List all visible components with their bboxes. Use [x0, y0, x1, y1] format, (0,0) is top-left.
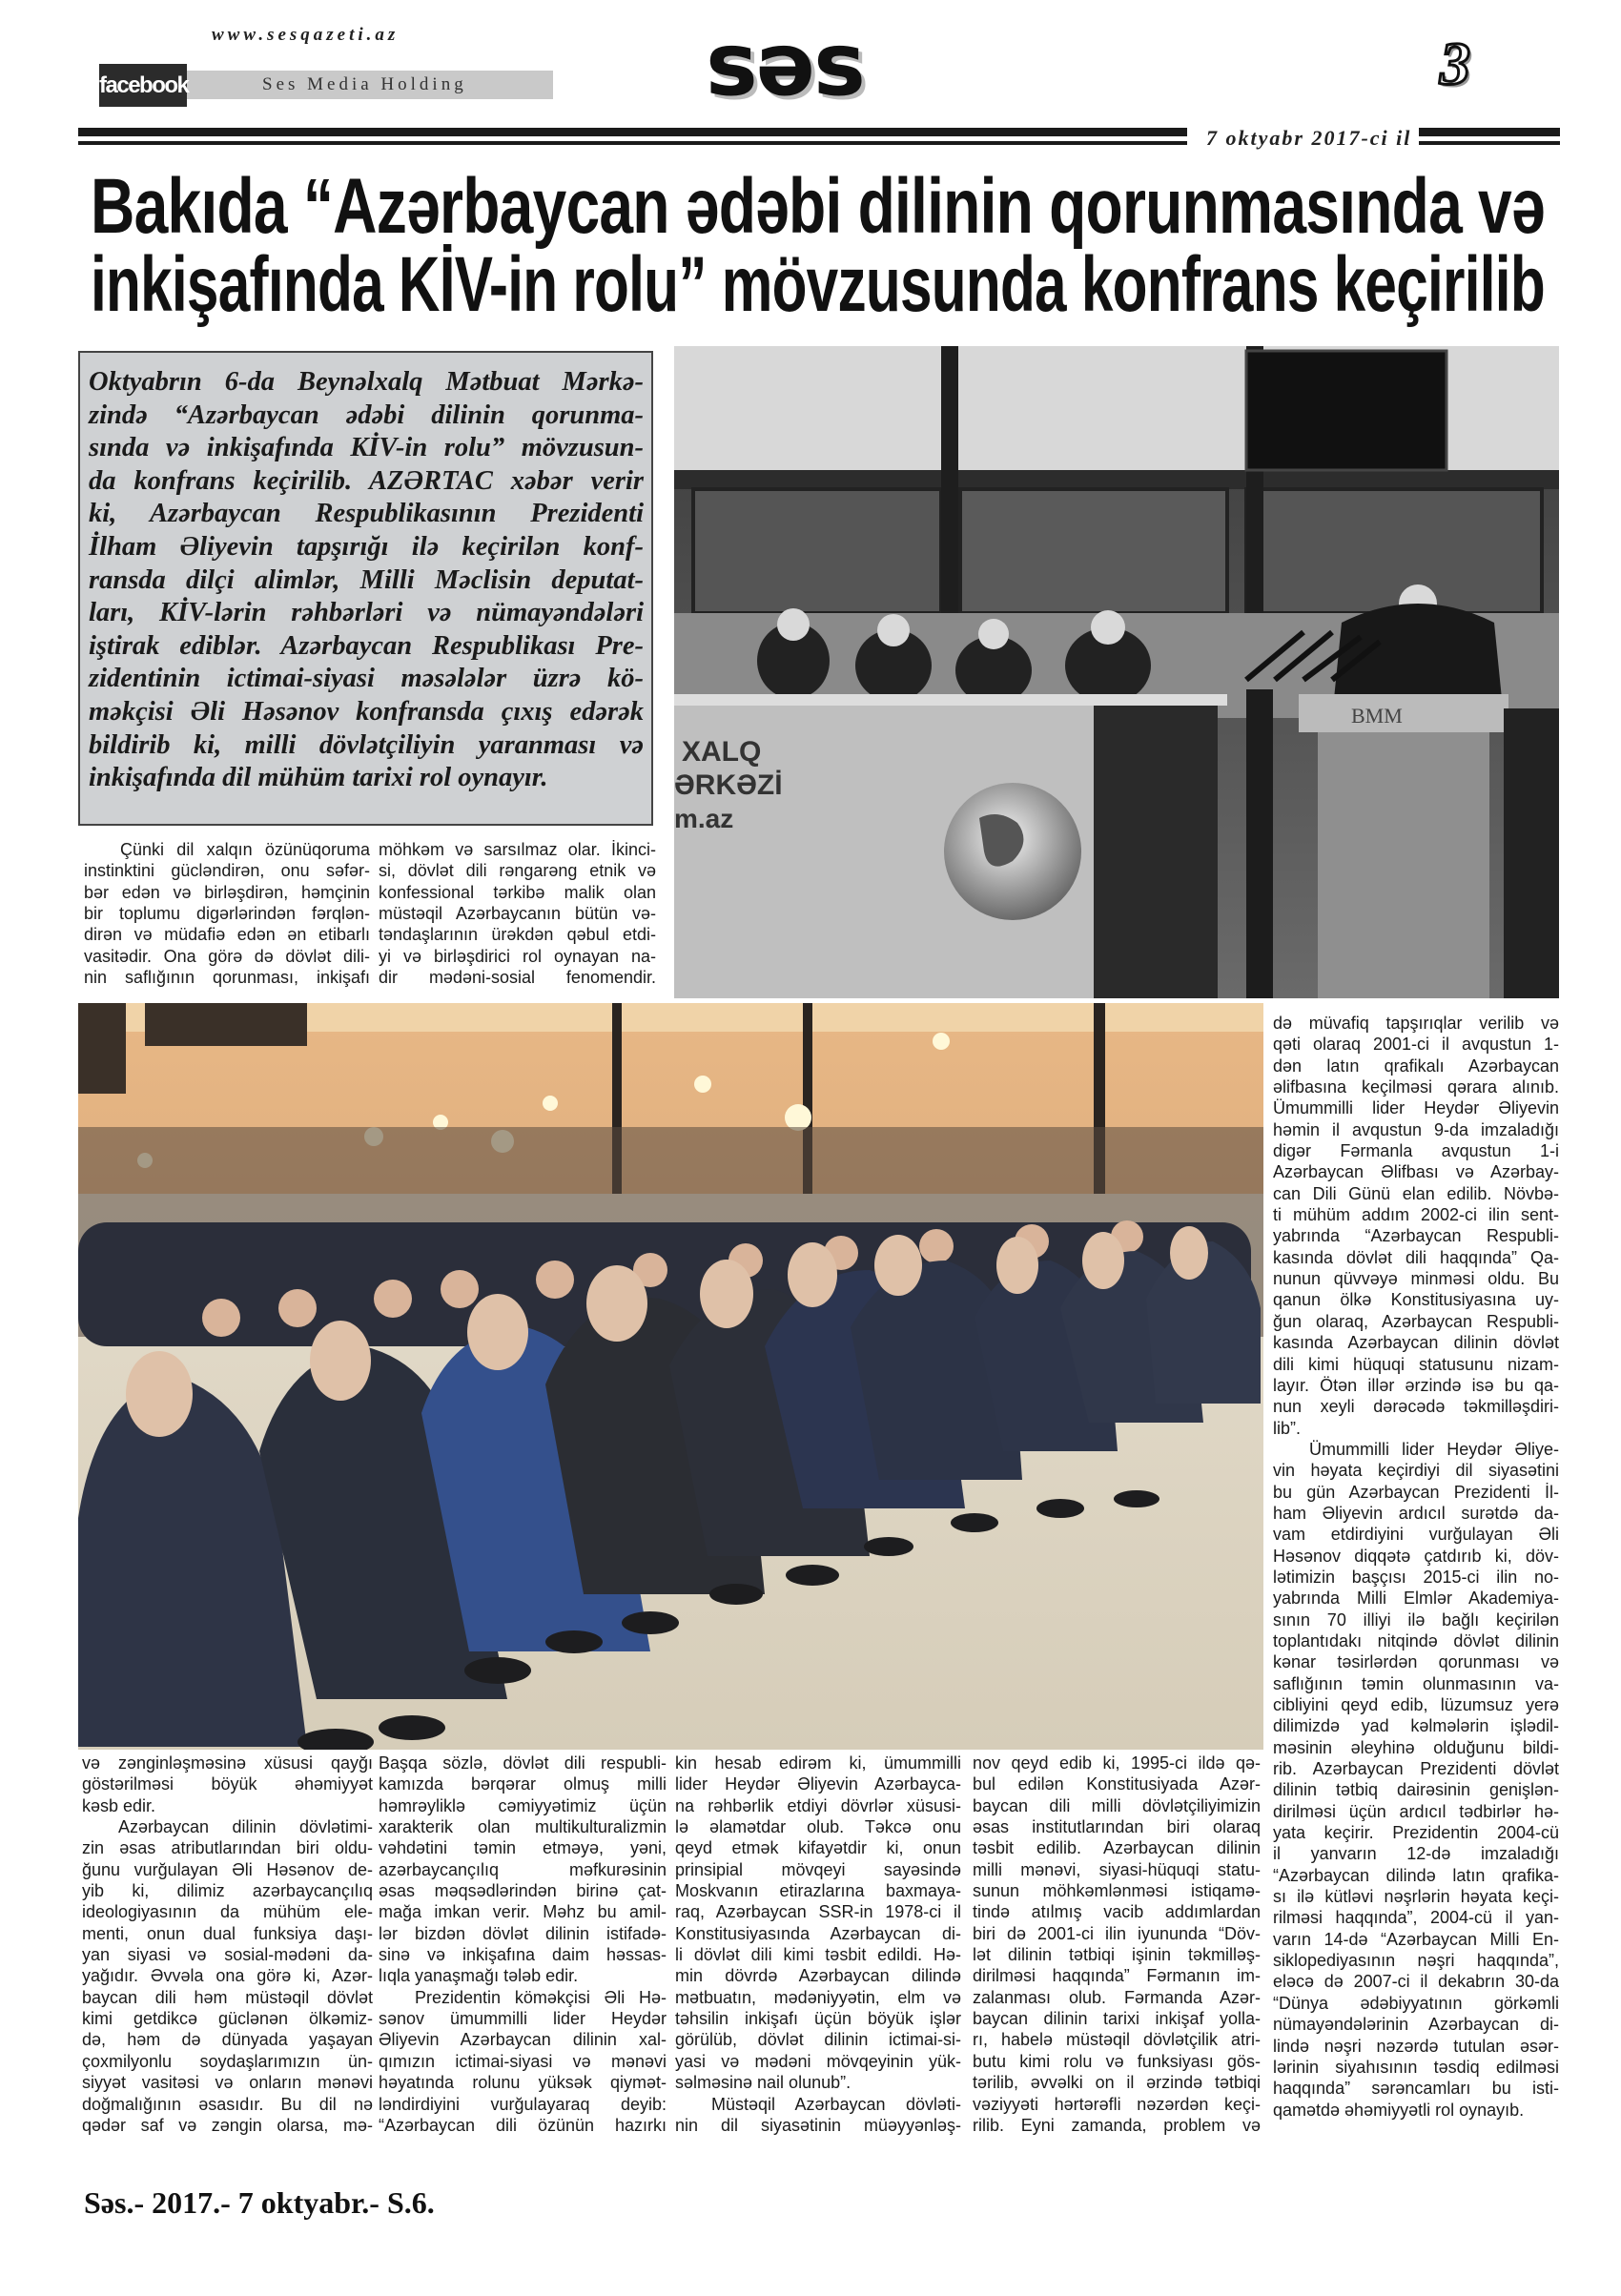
paragraph: [973, 1753, 1261, 2136]
text-line: ğunu vurğulayan Əli Həsənov de-: [82, 1859, 373, 1879]
text-line: li dövlət dili kimi təsbit edildi. Hə-: [675, 1945, 961, 1965]
text-line: prinsipial mövqeyi sayəsində: [675, 1859, 961, 1879]
text-line: nin dil siyasətinin müəyyənləş-: [675, 2115, 961, 2135]
text-line: təhsilin inkişafı üçün böyük işlər: [675, 2009, 961, 2029]
text-line: Ümummilli lider Heydər Əliyevin: [1273, 1098, 1559, 1118]
text-line: rib. Azərbaycan Prezidenti dövlət: [1273, 1759, 1559, 1779]
paragraph: [82, 1753, 373, 1816]
text-line: səlməsinə nail olunub”.: [675, 2073, 852, 2093]
text-line: rilməsi haqqında”, 2004-cü il yan-: [1273, 1908, 1559, 1928]
lede-line: məkçisi Əli Həsənov konfransda çıxış edərək: [89, 696, 644, 727]
paragraph: [379, 839, 656, 988]
website-url[interactable]: www.sesqazeti.az: [212, 25, 400, 45]
facebook-button[interactable]: facebook: [99, 64, 187, 107]
lede-line: İlham Əliyevin tapşırığı ilə keçirilən konf-: [89, 531, 644, 562]
text-line: tində atılmış vacib addımlardan: [973, 1902, 1261, 1922]
text-line: qədər saf və zəngin olarsa, mə-: [82, 2115, 373, 2135]
text-line: zin əsas atributlarından biri oldu-: [82, 1838, 373, 1858]
text-line: məsinin əleyhinə olduğunu bildi-: [1273, 1737, 1559, 1757]
divider-rule: [1419, 141, 1560, 145]
text-line: Prezidentin köməkçisi Əli Hə-: [415, 1987, 667, 2007]
text-line: dilimizdə yad kəlmələrin işlədil-: [1273, 1716, 1559, 1736]
text-line: sinə və inkişafına daim həssas-: [379, 1945, 667, 1965]
text-line: kimi getdikcə güclənən ölkəmiz-: [82, 2009, 373, 2029]
text-line: əsas institutlarından biri olaraq: [973, 1817, 1261, 1837]
holding-name: Ses Media Holding: [262, 74, 467, 94]
text-line: dili kimi hüquqi statusunu nizam-: [1273, 1354, 1559, 1374]
text-line: dən latın qrafikalı Azərbaycan: [1273, 1056, 1559, 1076]
text-line: toplantıdakı nitqində dövlət dilinin: [1273, 1630, 1559, 1650]
text-line: kəsb edir.: [82, 1795, 156, 1815]
text-line: nunun qüvvəyə minməsi oldu. Bu: [1273, 1269, 1559, 1289]
paragraph: [84, 839, 370, 988]
text-line: vəhdətini təmin etməyə, yəni,: [379, 1838, 667, 1858]
text-line: vam etdirdiyini vurğulayan Əli: [1273, 1525, 1559, 1545]
text-line: butu kimi rolu və funksiyası gös-: [973, 2051, 1261, 2071]
text-line: möhkəm və sarsılmaz olar. İkinci-: [379, 840, 656, 859]
paragraph: [379, 1753, 667, 1987]
text-line: baycan dili həm müstəqil dövlət: [82, 1987, 373, 2007]
text-line: və zənginləşməsinə xüsusi qayğı: [82, 1753, 373, 1773]
text-line: mağa imkan verir. Məhz bu amil-: [379, 1902, 667, 1922]
text-line: kasında dövlət dili haqqında” Qa-: [1273, 1247, 1559, 1267]
text-line: lərinin siyahısının təsdiq edilməsi: [1273, 2057, 1559, 2077]
text-line: min dövrdə Azərbaycan dilində: [675, 1966, 961, 1986]
paragraph: [1273, 1439, 1559, 2121]
text-line: Müstəqil Azərbaycan dövləti-: [711, 2094, 961, 2114]
text-line: baycan dili milli dövlətçiliyimizin: [973, 1795, 1261, 1815]
text-line: baycan dilinin tarixi inkişaf yolla-: [973, 2009, 1261, 2029]
newspaper-logo: səs: [706, 13, 864, 115]
text-line: əsas məqsədlərindən birinə çat-: [379, 1881, 667, 1901]
text-line: də, həm də dünyada yaşayan: [82, 2030, 373, 2050]
signage-text: m.az: [674, 804, 734, 833]
text-line: rı, habelə müstəqil dövlətçilik atri-: [973, 2030, 1261, 2050]
text-line: saflığının təmin olunmasının va-: [1273, 1673, 1559, 1693]
text-column-lower-4: [973, 1753, 1261, 2136]
text-line: kənar təsirlərdən qorunması və: [1273, 1652, 1559, 1672]
text-line: müstəqil Azərbaycanın bütün və-: [379, 904, 656, 924]
text-line: lətimizin başçısı 2015-ci ilin no-: [1273, 1567, 1559, 1587]
text-line: nin saflığının qorunması, inkişafı: [84, 968, 370, 988]
text-line: doğmalığının əsasıdır. Bu dil nə: [82, 2094, 373, 2114]
text-line: həmrəyliklə cəmiyyətimiz üçün: [379, 1795, 667, 1815]
lede-line: zidentinin ictimai-siyasi məsələlər üzrə kö-: [89, 664, 644, 694]
text-line: biri də 2001-ci ilin iyununda “Döv-: [973, 1923, 1261, 1943]
text-line: tərilib, əvvəlki on il ərzində tətbiqi: [973, 2073, 1261, 2093]
divider-rule: [78, 141, 1187, 145]
text-line: can Dili Günü elan edilib. Növbə-: [1273, 1183, 1559, 1203]
text-line: lib”.: [1273, 1418, 1302, 1438]
text-column-right: [1273, 1013, 1559, 2121]
text-line: nov qeyd edib ki, 1995-ci ildə qə-: [973, 1753, 1261, 1773]
text-line: eləcə də 2007-ci il dekabrın 30-da: [1273, 1972, 1559, 1992]
text-line: “Dünya ədəbiyyatının görkəmli: [1273, 1993, 1559, 2013]
lede-line: bildirib ki, milli dövlətçiliyin yaranması və: [89, 729, 644, 760]
lede-line: da konfrans keçirilib. AZƏRTAC xəbər verir: [89, 465, 644, 496]
text-line: yib ki, dilimiz azərbaycançılıq: [82, 1881, 373, 1901]
text-line: milli mənəvi, siyasi-hüquqi statu-: [973, 1859, 1261, 1879]
text-line: ləndirdiyini vurğulayaraq deyib:: [379, 2094, 667, 2114]
paragraph: [675, 2094, 961, 2137]
paragraph: [379, 1987, 667, 2136]
text-line: dirilməsi haqqında” Fərmanın im-: [973, 1966, 1261, 1986]
text-line: bu gün Azərbaycan Prezidenti İl-: [1273, 1482, 1559, 1502]
text-line: Moskvanın etirazlarına baxmaya-: [675, 1881, 961, 1901]
text-line: bər edən və birləşdirən, həmçinin: [84, 882, 370, 902]
text-line: kin hesab edirəm ki, ümummilli: [675, 1753, 961, 1773]
text-line: Azərbaycan Əlifbası və Azərbay-: [1273, 1162, 1559, 1182]
lede-box: [78, 351, 653, 826]
lede-line: inkişafında dil mühüm tarixi rol oynayır.: [89, 763, 548, 793]
text-line: həyatında rolunu yüksək qiymət-: [379, 2073, 667, 2093]
text-line: qanun ölkə Konstitusiyasına uy-: [1273, 1290, 1559, 1310]
podium-logo-text: BMM: [1351, 704, 1403, 728]
text-line: təsbit edilib. Azərbaycan dilinin: [973, 1838, 1261, 1858]
text-line: haqqında” sərəncamları bu isti-: [1273, 2079, 1559, 2099]
text-line: ideologiyasının da mühüm ele-: [82, 1902, 373, 1922]
text-line: lə əlamətdar olub. Təkcə onu: [675, 1817, 961, 1837]
text-line: lət dilinin tətbiqi işinin təkmilləş-: [973, 1945, 1261, 1965]
text-line: ti mühüm addım 2002-ci ilin sent-: [1273, 1205, 1559, 1225]
issue-date: 7 oktyabr 2017-ci il: [1206, 126, 1412, 150]
text-line: il yanvarın 12-də imzaladığı: [1273, 1844, 1559, 1864]
text-line: yasi və mədəni mövqeyinin yük-: [675, 2051, 961, 2071]
paragraph: [675, 1753, 961, 2094]
text-line: xarakterik olan multikulturalizmin: [379, 1817, 667, 1837]
text-line: instinktini gücləndirən, onu səfər-: [84, 861, 370, 881]
text-line: na rəhbərlik etdiyi dövrlər xüsusi-: [675, 1795, 961, 1815]
audience-hall-photo: [78, 1003, 1263, 1750]
text-line: yabrında Milli Elmlər Akademiya-: [1273, 1589, 1559, 1609]
text-line: qeyd etmək kifayətdir ki, onun: [675, 1838, 961, 1858]
lede-line: ları, KİV-lərin rəhbərləri və nümayəndələri: [89, 598, 644, 628]
text-line: Konstitusiyasında Azərbaycan di-: [675, 1923, 961, 1943]
text-line: cibliyini qeyd edib, lüzumsuz yerə: [1273, 1695, 1559, 1714]
text-line: sının 70 illiyi ilə bağlı keçirilən: [1273, 1609, 1559, 1630]
text-line: göstərilməsi böyük əhəmiyyət: [82, 1774, 373, 1794]
source-citation: Səs.- 2017.- 7 oktyabr.- S.6.: [84, 2185, 435, 2220]
text-line: ğun olaraq, Azərbaycan Respubli-: [1273, 1311, 1559, 1331]
text-line: raq, Azərbaycan SSR-in 1978-ci il: [675, 1902, 961, 1922]
text-line: kasında Azərbaycan dilinin dövlət: [1273, 1333, 1559, 1353]
text-line: “Azərbaycan dili özünün hazırkı: [379, 2115, 667, 2135]
signage-text: XALQ: [682, 736, 762, 768]
text-line: varın 14-də “Azərbaycan Milli En-: [1273, 1929, 1559, 1949]
text-line: qəti olaraq 2001-ci il avqustun 1-: [1273, 1035, 1559, 1055]
divider-rule: [1419, 128, 1560, 136]
signage-text: ƏRKƏZİ: [674, 769, 783, 801]
text-line: layır. Ötən illər ərzində isə bu qa-: [1273, 1375, 1559, 1395]
text-line: azərbaycançılıq məfkurəsinin: [379, 1859, 667, 1879]
text-column-lower-3: [675, 1753, 961, 2136]
text-line: lider Heydər Əliyevin Azərbayca-: [675, 1774, 961, 1794]
text-line: ham Əliyevin ardıcıl surətdə da-: [1273, 1503, 1559, 1523]
text-line: vəziyyəti hərtərəfli nəzərdən keçi-: [973, 2094, 1261, 2114]
text-line: də müvafiq tapşırıqlar verilib və: [1273, 1014, 1559, 1033]
text-column-lower-1: [82, 1753, 373, 2136]
text-line: sənov ümummilli lider Heydər: [379, 2009, 667, 2029]
conference-panel-photo: [674, 346, 1559, 998]
paragraph: [82, 1816, 373, 2136]
text-line: Əliyevin Azərbaycan dilinin xal-: [379, 2030, 667, 2050]
text-line: görülüb, dövlət dilinin ictimai-si-: [675, 2030, 961, 2050]
lede-line: Oktyabrın 6-da Beynəlxalq Mətbuat Mərkə-: [89, 367, 644, 397]
text-line: bir toplumu digərlərindən fərqlən-: [84, 904, 370, 924]
text-line: nümayəndələrinin Azərbaycan di-: [1273, 2015, 1559, 2035]
text-line: lər bizdən dövlət dilinin istifadə-: [379, 1923, 667, 1943]
text-line: çoxmilyonlu soydaşlarımızın ün-: [82, 2051, 373, 2071]
text-line: digər Fərmanla avqustun 1-i: [1273, 1141, 1559, 1161]
text-line: əlifbasına keçilməsi qərara alınıb.: [1273, 1077, 1559, 1097]
text-line: zalanması olub. Fərmanda Azər-: [973, 1987, 1261, 2007]
divider-rule: [78, 128, 1187, 136]
lede-line: ki, Azərbaycan Respublikasının Prezidenti: [89, 499, 644, 529]
text-line: yabrında “Azərbaycan Respubli-: [1273, 1226, 1559, 1246]
text-line: “Azərbaycan dilində latın qrafika-: [1273, 1865, 1559, 1885]
text-line: si, dövlət dili rəngarəng etnik və: [379, 861, 656, 881]
text-line: Ümummilli lider Heydər Əliye-: [1309, 1439, 1559, 1459]
text-line: menti, onun dual funksiya daşı-: [82, 1923, 373, 1943]
text-line: təndaşlarının ürəkdən qəbul etdi-: [379, 925, 656, 945]
text-line: Başqa sözlə, dövlət dili respubli-: [379, 1753, 667, 1773]
text-line: dir mədəni-sosial fenomendir.: [379, 968, 656, 988]
text-line: vin həyata keçirdiyi dil siyasətini: [1273, 1461, 1559, 1481]
text-column-lower-2: [379, 1753, 667, 2136]
text-line: lıqla yanaşmağı tələb edir.: [379, 1966, 579, 1986]
text-line: siyyət vasitəsi və onların mənəvi: [82, 2073, 373, 2093]
text-line: yan siyasi və sosial-mədəni da-: [82, 1945, 373, 1965]
text-line: kamızda bərqərar olmuş milli: [379, 1774, 667, 1794]
text-line: dirilməsi üçün ardıcıl tədbirlər hə-: [1273, 1801, 1559, 1821]
text-line: qamətdə əhəmiyyətli rol oynayıb.: [1273, 2100, 1525, 2120]
text-line: yi və birləşdirici rol oynayan na-: [379, 946, 656, 966]
text-line: konfessional tərkibə malik olan: [379, 882, 656, 902]
lede-line: sında və inkişafında KİV-in rolu” mövzusun-: [89, 433, 644, 463]
text-line: vasitədir. Ona görə də dövlət dili-: [84, 946, 370, 966]
page-number: 3: [1440, 30, 1470, 97]
text-line: rilib. Eyni zamanda, problem və: [973, 2115, 1261, 2135]
text-line: mətbuatın, mədəniyyətin, elm və: [675, 1987, 961, 2007]
text-line: sı ilə kütləvi nəşrlərin həyata keçi-: [1273, 1887, 1559, 1907]
text-line: Çünki dil xalqın özünüqoruma: [120, 840, 370, 859]
text-line: lində nəşri nəzərdə tutulan əsər-: [1273, 2036, 1559, 2056]
paragraph: [1273, 1013, 1559, 1439]
text-line: bul edilən Konstitusiyada Azər-: [973, 1774, 1261, 1794]
text-line: Həsənov diqqətə çatdırıb ki, döv-: [1273, 1546, 1559, 1566]
lede-line: zində “Azərbaycan ədəbi dilinin qorunma-: [89, 400, 644, 430]
text-line: Azərbaycan dilinin dövlətimi-: [118, 1817, 373, 1837]
headline-line-2: inkişafında KİV-in rolu” mövzusunda konfrans keçirilib: [91, 241, 1545, 328]
text-line: yata keçirir. Prezidentin 2004-cü: [1273, 1823, 1559, 1843]
headline-line-1: Bakıda “Azərbaycan ədəbi dilinin qorunmasında və: [91, 163, 1545, 250]
text-column-upper-2: [379, 839, 656, 988]
lede-line: ransda dilçi alimlər, Milli Məclisin deputat-: [89, 564, 644, 595]
text-line: dilinin tətbiq dairəsinin genişlən-: [1273, 1780, 1559, 1800]
text-line: qımızın ictimai-siyasi və mənəvi: [379, 2051, 667, 2071]
text-column-upper-1: [84, 839, 370, 988]
text-line: siklopediyasının nəşri haqqında”,: [1273, 1951, 1559, 1971]
text-line: dirən və müdafiə edən ən etibarlı: [84, 925, 370, 945]
text-line: həmin il avqustun 9-da imzaladığı: [1273, 1119, 1559, 1139]
text-line: yağıdır. Əvvəla ona görə ki, Azər-: [82, 1966, 373, 1986]
text-line: sunun möhkəmlənməsi istiqamə-: [973, 1881, 1261, 1901]
text-line: nun xeyli dərəcədə təkmilləşdiri-: [1273, 1397, 1559, 1417]
lede-line: iştirak ediblər. Azərbaycan Respublikası Pre-: [89, 630, 644, 661]
